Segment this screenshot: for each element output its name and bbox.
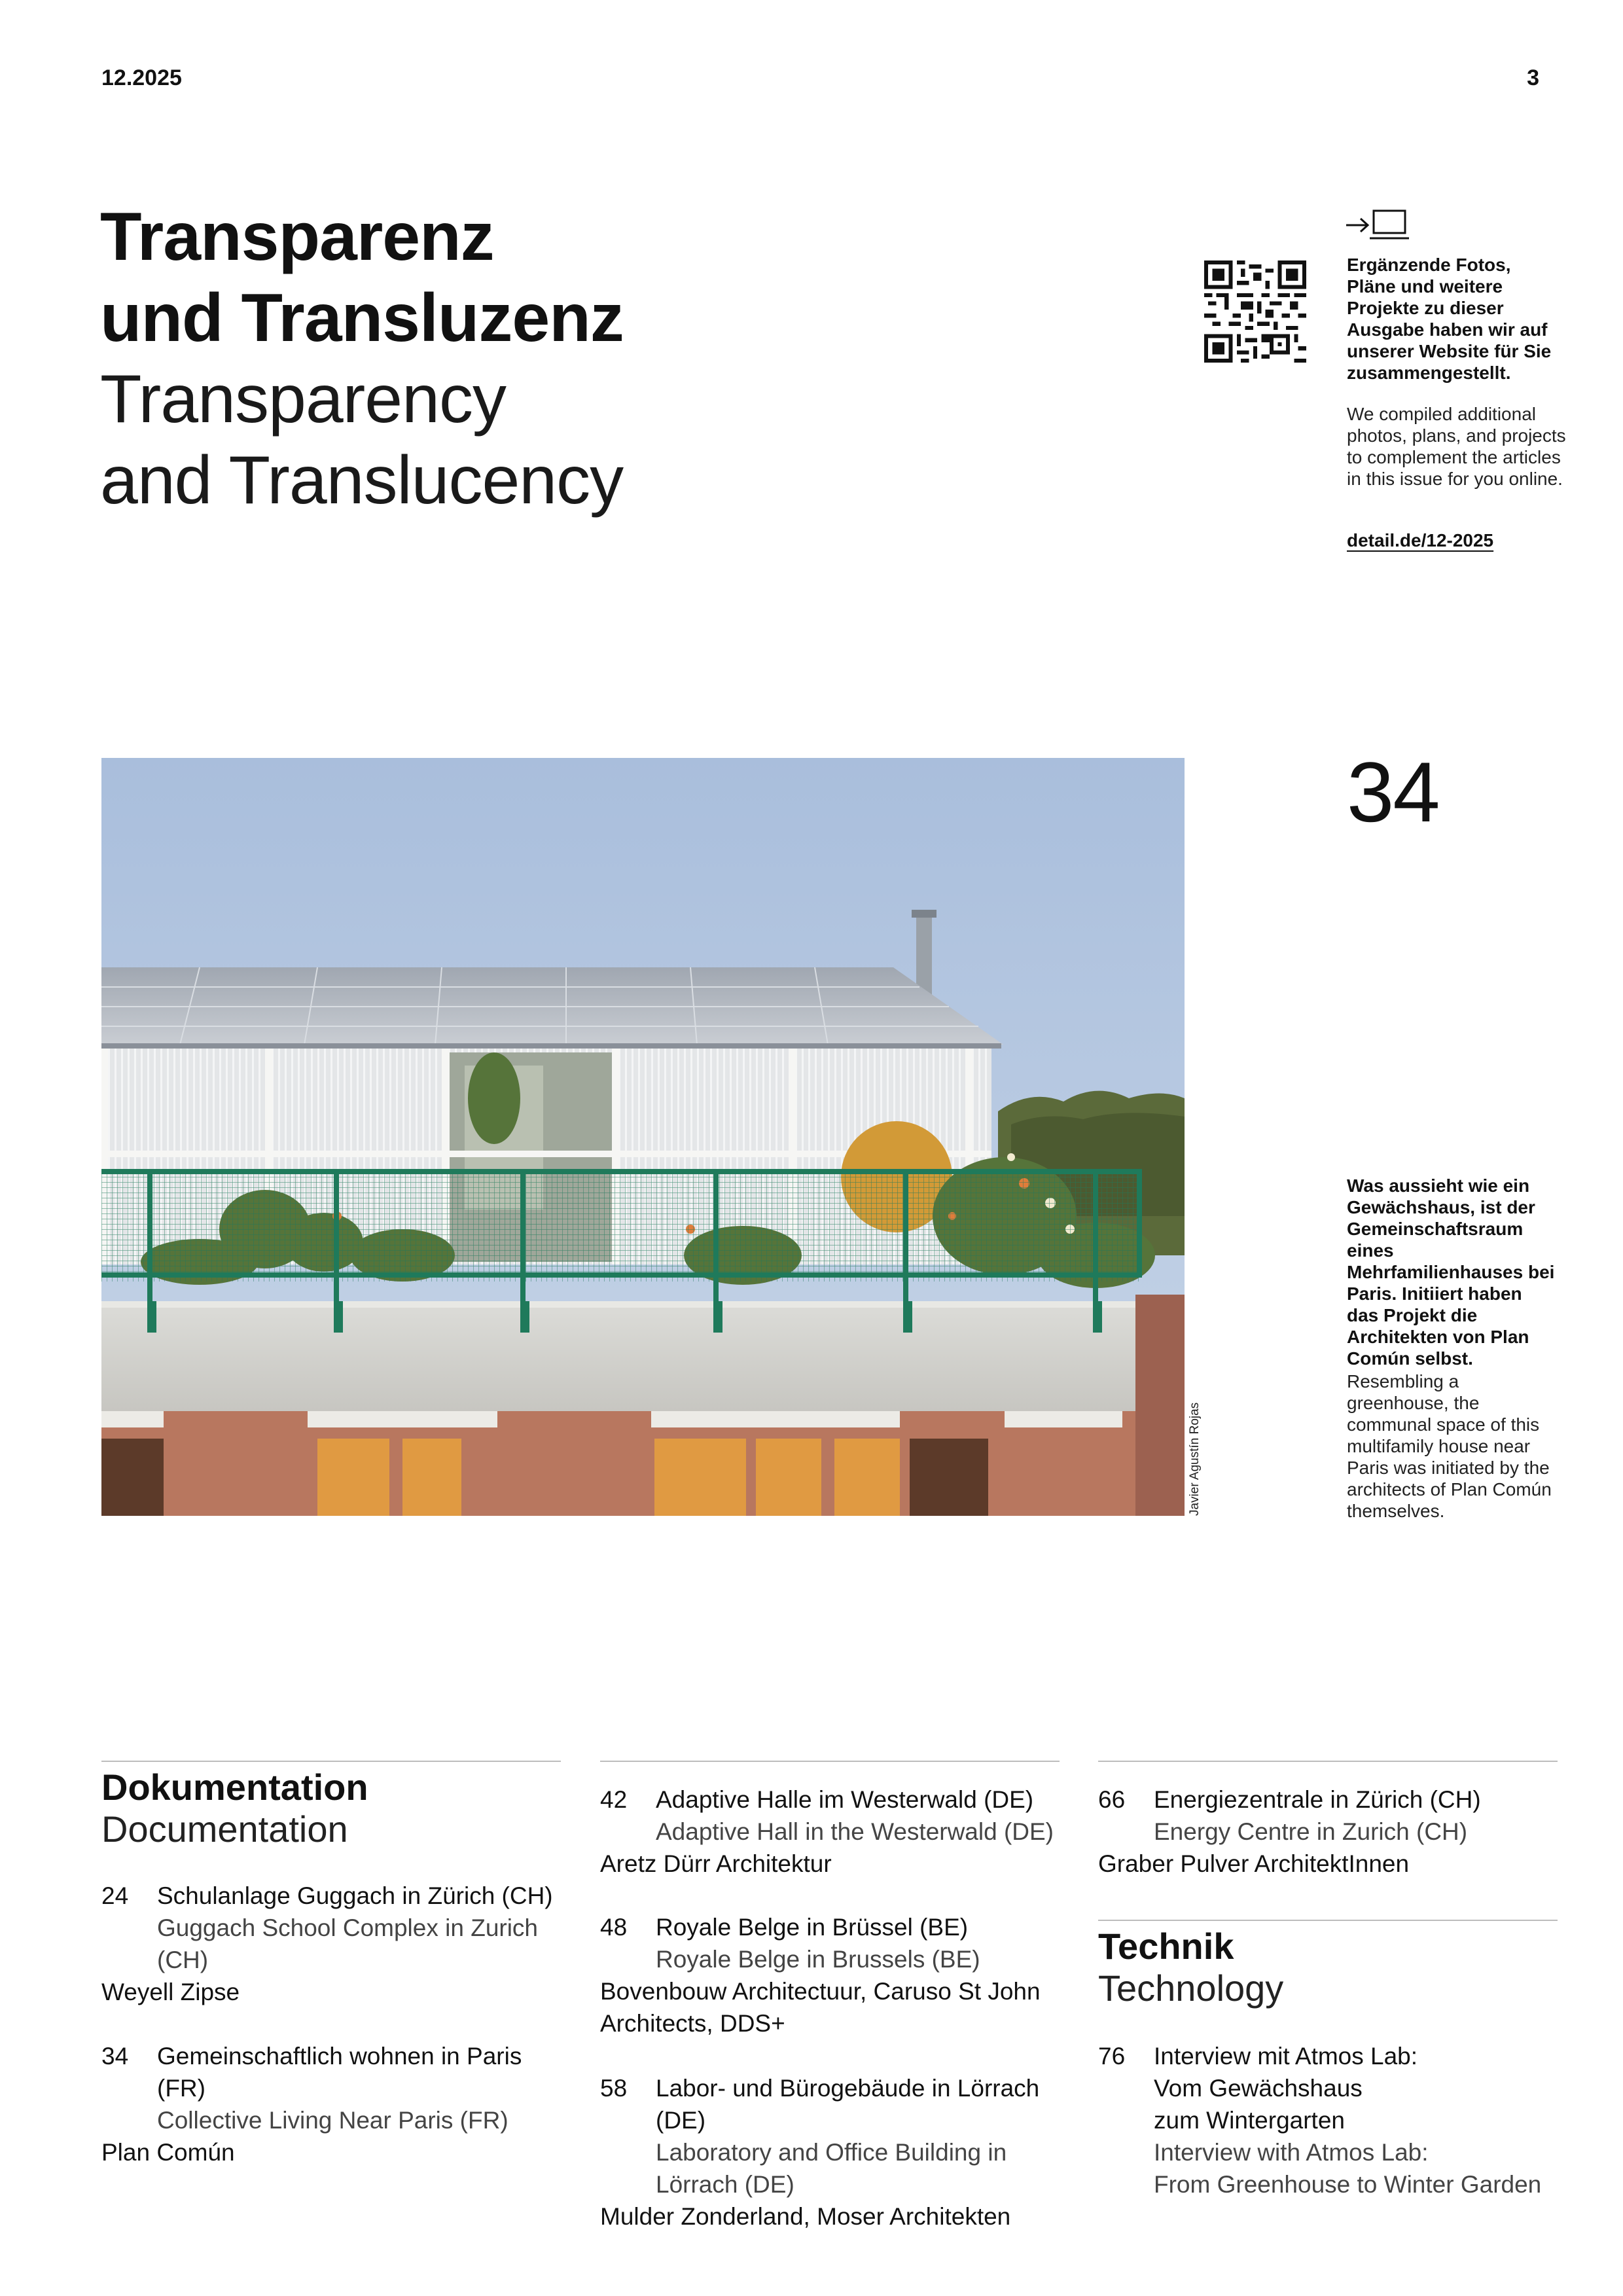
qr-code[interactable] (1204, 260, 1306, 363)
divider (600, 1761, 1060, 1762)
toc-title-english: Energy Centre in Zurich (CH) (1154, 1818, 1468, 1845)
title-german-line-1: Transparenz (100, 199, 494, 275)
toc-architect: Weyell Zipse (101, 1979, 240, 2005)
toc-title-english: Guggach School Complex in Zurich (CH) (157, 1914, 539, 1973)
issue-date: 12.2025 (101, 65, 182, 90)
feature-photo-greenhouse (101, 758, 1185, 1516)
toc-architect: Plan Común (101, 2139, 235, 2166)
section-heading-technology: Technik (1098, 1926, 1234, 1967)
toc-title-english: Adaptive Hall in the Westerwald (DE) (656, 1818, 1054, 1845)
caption-german: Was aussieht wie ein Gewächshaus, ist der Gemeinschaftsraum eines Mehrfamilienhauses bei Paris. Initiiert haben das Projekt die Architekten von Plan Común selbst. (1347, 1175, 1555, 1369)
toc-title-english: Collective Living Near Paris (FR) (157, 2107, 508, 2134)
toc-entry[interactable] (1098, 1784, 1560, 1880)
title-english-line-1: Transparency (100, 361, 506, 437)
online-info-german: Ergänzende Fotos, Pläne und weitere Projekte zu dieser Ausgabe haben wir auf unserer Website für Sie zusammengestellt. (1347, 255, 1552, 383)
toc-entry[interactable] (1098, 2040, 1560, 2200)
online-info-english: We compiled additional photos, plans, and projects to complement the articles in this issue for you online. (1347, 404, 1566, 489)
title-english (100, 359, 623, 521)
toc-architect: Bovenbouw Architectuur, Caruso St John Architects, DDS+ (600, 1978, 1041, 2037)
section-subheading-technology: Technology (1098, 1967, 1284, 2009)
section-heading-documentation: Dokumentation (101, 1767, 368, 1808)
toc-architect: Mulder Zonderland, Moser Architekten (600, 2203, 1011, 2230)
toc-title-german: Gemeinschaftlich wohnen in Paris (FR) (157, 2043, 522, 2102)
title-german-line-2: und Transluzenz (100, 280, 624, 356)
toc-entry[interactable] (101, 1880, 563, 2008)
toc-entry[interactable] (600, 1784, 1061, 1880)
toc-page-number: 42 (600, 1786, 628, 1813)
divider (101, 1761, 561, 1762)
feature-page-number[interactable]: 34 (1347, 744, 1439, 840)
toc-page-number: 58 (600, 2075, 628, 2102)
toc-entry[interactable] (600, 1911, 1061, 2039)
toc-title-german: Vom Gewächshaus (1154, 2075, 1363, 2102)
toc-title-english: Interview with Atmos Lab: (1154, 2139, 1429, 2166)
arrow-to-laptop-icon (1345, 208, 1410, 242)
title-german (100, 196, 624, 359)
toc-page-number: 34 (101, 2043, 129, 2070)
toc-title-german: Schulanlage Guggach in Zürich (CH) (157, 1882, 553, 1909)
toc-title-german: Energiezentrale in Zürich (CH) (1154, 1786, 1481, 1813)
page-number: 3 (1527, 65, 1539, 90)
photo-credit-text: Javier Agustín Rojas (1188, 1402, 1202, 1516)
toc-title-english: Laboratory and Office Building in Lörrach (DE) (656, 2139, 1007, 2198)
toc-page-number: 76 (1098, 2043, 1126, 2070)
toc-title-german: Interview mit Atmos Lab: (1154, 2043, 1418, 2070)
toc-entry[interactable] (101, 2040, 563, 2168)
toc-title-german: Adaptive Halle im Westerwald (DE) (656, 1786, 1034, 1813)
toc-title-german: Labor- und Bürogebäude in Lörrach (DE) (656, 2075, 1040, 2134)
website-link[interactable]: detail.de/12-2025 (1347, 530, 1494, 550)
toc-architect: Aretz Dürr Architektur (600, 1850, 832, 1877)
toc-page-number: 66 (1098, 1786, 1126, 1813)
title-english-line-2: and Translucency (100, 442, 624, 518)
toc-entry[interactable] (600, 2072, 1061, 2233)
toc-architect: Graber Pulver ArchitektInnen (1098, 1850, 1410, 1877)
toc-title-german: zum Wintergarten (1154, 2107, 1345, 2134)
toc-page-number: 48 (600, 1914, 628, 1941)
divider (1098, 1761, 1558, 1762)
caption-english: Resembling a greenhouse, the communal space of this multifamily house near Paris was initiated by the architects of Plan Común themselves. (1347, 1371, 1552, 1521)
toc-page-number: 24 (101, 1882, 129, 1909)
divider (1098, 1920, 1558, 1921)
toc-title-english: From Greenhouse to Winter Garden (1154, 2171, 1542, 2198)
toc-title-german: Royale Belge in Brüssel (BE) (656, 1914, 969, 1941)
toc-title-english: Royale Belge in Brussels (BE) (656, 1946, 980, 1973)
section-subheading-documentation: Documentation (101, 1808, 348, 1850)
